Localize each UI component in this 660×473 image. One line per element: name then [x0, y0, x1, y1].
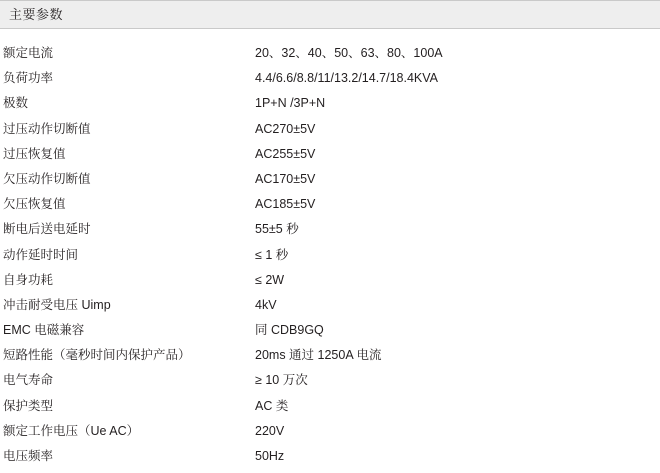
spec-value: AC 类 — [255, 398, 289, 413]
spec-value: 同 CDB9GQ — [255, 323, 324, 338]
spec-value: 1P+N /3P+N — [255, 96, 326, 111]
spec-label: 负荷功率 — [3, 71, 54, 86]
spec-row — [0, 372, 660, 397]
spec-row — [0, 322, 660, 347]
spec-label: 动作延时时间 — [3, 247, 79, 262]
spec-row — [0, 297, 660, 322]
spec-label: 自身功耗 — [3, 272, 54, 287]
spec-value: ≥ 10 万次 — [255, 373, 308, 388]
spec-row — [0, 398, 660, 423]
spec-value: 4kV — [255, 297, 277, 312]
section-title: 主要参数 — [9, 7, 64, 22]
spec-row — [0, 221, 660, 246]
spec-value: 220V — [255, 423, 285, 438]
spec-value: AC170±5V — [255, 171, 316, 186]
spec-label: EMC 电磁兼容 — [3, 323, 85, 338]
spec-value: 55±5 秒 — [255, 222, 299, 237]
spec-row — [0, 146, 660, 171]
spec-value: 20ms 通过 1250A 电流 — [255, 348, 382, 363]
spec-label: 断电后送电延时 — [3, 222, 91, 237]
spec-value: 50Hz — [255, 449, 285, 463]
spec-label: 过压恢复值 — [3, 146, 66, 161]
spec-row — [0, 196, 660, 221]
spec-label: 过压动作切断值 — [3, 121, 91, 136]
section-header — [0, 0, 660, 29]
spec-value: 4.4/6.6/8.8/11/13.2/14.7/18.4KVA — [255, 71, 439, 86]
spec-value: AC255±5V — [255, 146, 316, 161]
spec-label: 欠压动作切断值 — [3, 171, 91, 186]
spec-table — [0, 29, 660, 473]
spec-value: ≤ 2W — [255, 272, 285, 287]
spec-label: 电压频率 — [3, 449, 54, 463]
spec-label: 额定电流 — [3, 46, 54, 60]
spec-row — [0, 272, 660, 297]
spec-label: 短路性能（毫秒时间内保护产品） — [3, 348, 191, 363]
spec-label: 电气寿命 — [3, 373, 54, 388]
spec-label: 保护类型 — [3, 398, 54, 413]
spec-label: 冲击耐受电压 Uimp — [3, 297, 111, 312]
spec-value: 20、32、40、50、63、80、100A — [255, 46, 443, 60]
spec-row — [0, 45, 660, 70]
spec-value: ≤ 1 秒 — [255, 247, 289, 262]
spec-row — [0, 347, 660, 372]
spec-row — [0, 70, 660, 95]
spec-row — [0, 448, 660, 473]
spec-label: 欠压恢复值 — [3, 197, 66, 212]
spec-label: 极数 — [3, 96, 29, 111]
spec-row — [0, 247, 660, 272]
spec-row — [0, 121, 660, 146]
spec-value: AC270±5V — [255, 121, 316, 136]
spec-row — [0, 423, 660, 448]
spec-label: 额定工作电压（Ue AC） — [3, 423, 140, 438]
spec-row — [0, 95, 660, 120]
spec-value: AC185±5V — [255, 197, 316, 212]
spec-row — [0, 171, 660, 196]
